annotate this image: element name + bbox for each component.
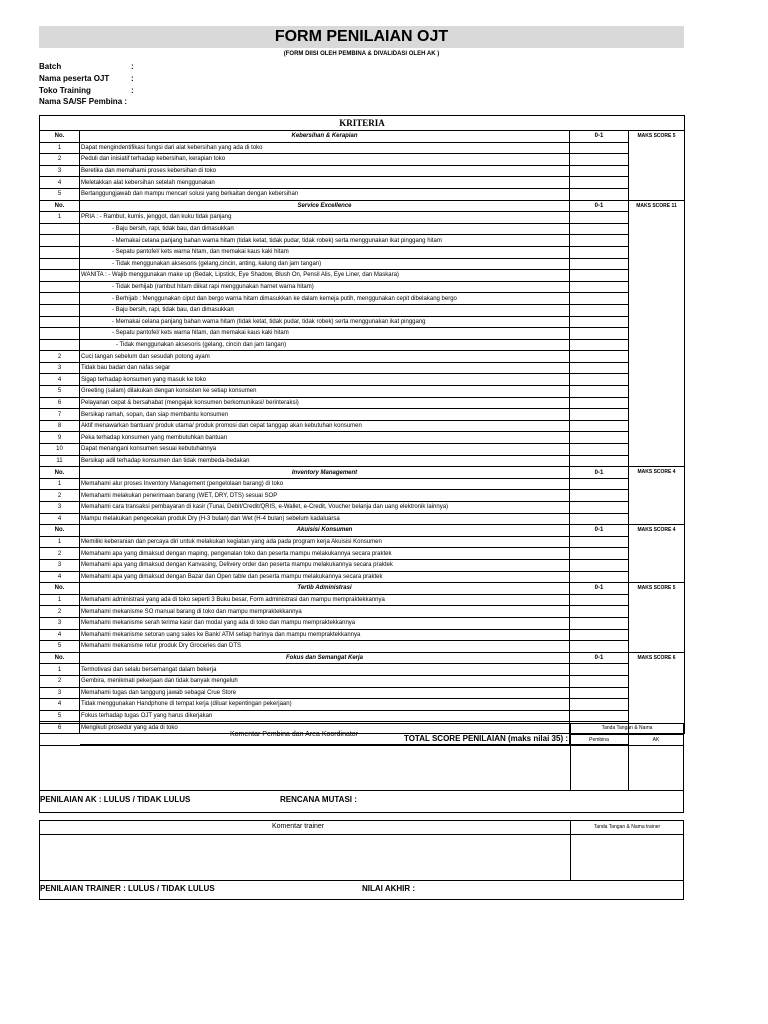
criteria-row xyxy=(40,293,685,305)
criteria-text: Mampu melakukan pengecekan produk Dry (H-3 bulan) dan Wet (H-4 bulan) sebelum kadaluarsa xyxy=(80,513,570,525)
criteria-text: Dapat menangani konsumen sesuai kebutuhannya xyxy=(80,444,570,456)
criteria-text: Memahami mekanisme setoran uang sales ke Bank/ ATM setiap harinya dan mampu mempraktekkannya xyxy=(80,629,570,641)
score-cell[interactable] xyxy=(570,293,629,305)
no-header: No. xyxy=(40,467,80,479)
trainer-signature-title: Tanda Tangan & Nama trainer xyxy=(593,824,661,830)
criteria-row xyxy=(40,270,685,282)
form-subtitle: (FORM DIISI OLEH PEMBINA & DIVALIDASI OLEH AK ) xyxy=(283,51,440,57)
row-number: 1 xyxy=(40,664,80,676)
criteria-text: - Tidak berhijab (rambut hitam diikat rapi menggunakan harnet warna hitam) xyxy=(80,281,570,293)
score-cell[interactable] xyxy=(570,281,629,293)
criteria-text: Memahami mekanisme serah terima kasir dan modal yang ada di toko dan mampu mempraktekkannya xyxy=(80,617,570,629)
criteria-row xyxy=(40,177,685,189)
criteria-row xyxy=(40,490,685,502)
criteria-row xyxy=(40,548,685,560)
score-cell[interactable] xyxy=(570,502,629,514)
score-cell[interactable] xyxy=(570,270,629,282)
criteria-row xyxy=(40,444,685,456)
row-number xyxy=(40,304,80,316)
criteria-row xyxy=(40,281,685,293)
section-title: Service Excellence xyxy=(80,200,570,212)
criteria-table xyxy=(39,115,685,745)
section-title: Tertib Administrasi xyxy=(80,583,570,595)
row-number: 5 xyxy=(40,386,80,398)
criteria-text: Memahami apa yang dimaksud dengan Kanvasing, Delivery order dan peserta mampu melakukannya secara praktek xyxy=(80,559,570,571)
criteria-row xyxy=(40,409,685,421)
criteria-text: Gembira, menikmati pekerjaan dan tidak banyak mengeluh xyxy=(80,675,570,687)
score-cell[interactable] xyxy=(570,675,629,687)
criteria-row xyxy=(40,559,685,571)
meta-label: Nama peserta OJT xyxy=(39,74,110,83)
criteria-text: Memahami apa yang dimaksud dengan Bazar dan Open table dan peserta mampu melakukannya secara praktek xyxy=(80,571,570,583)
criteria-text: Memahami melakukan penerimaan barang (WET, DRY, DTS) sesuai SOP xyxy=(80,490,570,502)
criteria-text: - Tidak menggunakan aksesoris (gelang,cincin, anting, kalung dan jam tangan) xyxy=(80,258,570,270)
row-number xyxy=(40,281,80,293)
meta-label: Toko Training xyxy=(39,86,91,95)
score-cell[interactable] xyxy=(570,571,629,583)
criteria-text: - Sepatu pantofel/ kets warna hitam, dan memakai kaus kaki hitam xyxy=(80,246,570,258)
row-number: 4 xyxy=(40,629,80,641)
row-number xyxy=(40,258,80,270)
row-number: 3 xyxy=(40,687,80,699)
section-title: Akuisisi Konsumen xyxy=(80,525,570,537)
criteria-row xyxy=(40,455,685,467)
row-number xyxy=(40,270,80,282)
score-cell[interactable] xyxy=(570,246,629,258)
row-number: 5 xyxy=(40,710,80,722)
criteria-text: Memahami mekanisme SO manual barang di toko dan mampu mempraktekkannya xyxy=(80,606,570,618)
row-number: 2 xyxy=(40,351,80,363)
kriteria-header-row xyxy=(40,116,685,131)
meta-field xyxy=(39,86,134,95)
row-number: 10 xyxy=(40,444,80,456)
criteria-text: Bersikap ramah, sopan, dan siap membantu konsumen xyxy=(80,409,570,421)
row-number: 6 xyxy=(40,397,80,409)
score-header: 0-1 xyxy=(570,525,629,537)
maks-score: MAKS SCORE 4 xyxy=(629,525,685,583)
criteria-row xyxy=(40,617,685,629)
form-title: FORM PENILAIAN OJT xyxy=(39,26,684,48)
criteria-text: - Berhijab : Menggunakan ciput dan bergo warna hitam dimasukkan ke dalam kemeja putih, menggunakan cepit dibelakang bergo xyxy=(80,293,570,305)
criteria-row xyxy=(40,351,685,363)
meta-colon: : xyxy=(131,86,134,95)
criteria-text: Peka terhadap konsumen yang membutuhkan bantuan xyxy=(80,432,570,444)
score-cell[interactable] xyxy=(570,641,629,653)
maks-score: MAKS SCORE 11 xyxy=(629,200,685,467)
score-header: 0-1 xyxy=(570,131,629,143)
meta-colon: : xyxy=(131,74,134,83)
row-number: 2 xyxy=(40,490,80,502)
criteria-row xyxy=(40,478,685,490)
row-number: 3 xyxy=(40,559,80,571)
score-cell[interactable] xyxy=(570,664,629,676)
score-cell[interactable] xyxy=(570,316,629,328)
score-cell[interactable] xyxy=(570,351,629,363)
ak-column: AK xyxy=(652,737,660,743)
row-number: 11 xyxy=(40,455,80,467)
criteria-text: - Memakai celana panjang bahan warna hitam (tidak ketat, tidak pudar, tidak robek) serta menggunakan ikat pinggang xyxy=(80,316,570,328)
section-header-row xyxy=(40,652,685,664)
no-header: No. xyxy=(40,652,80,664)
criteria-text: Beretika dan memahami proses kebersihan di toko xyxy=(80,165,570,177)
score-cell[interactable] xyxy=(570,374,629,386)
row-number: 5 xyxy=(40,641,80,653)
criteria-text: - Baju bersih, rapi, tidak bau, dan dimasukkan xyxy=(80,223,570,235)
meta-label: Nama SA/SF Pembina : xyxy=(39,97,128,106)
criteria-row xyxy=(40,154,685,166)
section-title: Fokus dan Semangat Kerja xyxy=(80,652,570,664)
criteria-row xyxy=(40,594,685,606)
score-cell[interactable] xyxy=(570,304,629,316)
criteria-text: Memahami mekanisme retur produk Dry Groceries dan DTS xyxy=(80,641,570,653)
criteria-row xyxy=(40,362,685,374)
score-cell[interactable] xyxy=(570,397,629,409)
score-cell[interactable] xyxy=(570,165,629,177)
score-cell[interactable] xyxy=(570,513,629,525)
score-cell[interactable] xyxy=(570,420,629,432)
nilai-akhir: NILAI AKHIR : xyxy=(362,884,416,893)
criteria-text: Sigap terhadap konsumen yang masuk ke toko xyxy=(80,374,570,386)
criteria-text: Pelayanan cepat & bersahabat (mengajak konsumen berkomunikasi/ berinteraksi) xyxy=(80,397,570,409)
criteria-text: WANITA : - Wajib menggunakan make up (Bedak, Lipstick, Eye Shadow, Blush On, Pensil Alis, Eye Liner, dan Maskara) xyxy=(80,270,570,282)
row-number xyxy=(40,293,80,305)
row-number xyxy=(40,246,80,258)
criteria-row xyxy=(40,571,685,583)
row-number: 2 xyxy=(40,675,80,687)
criteria-text: Bersikap adil terhadap konsumen dan tidak membeda-bedakan xyxy=(80,455,570,467)
total-score-label: TOTAL SCORE PENILAIAN (maks nilai 35) : xyxy=(80,733,570,745)
score-cell[interactable] xyxy=(570,594,629,606)
criteria-row xyxy=(40,328,685,340)
criteria-row xyxy=(40,432,685,444)
row-number: 3 xyxy=(40,165,80,177)
row-number: 4 xyxy=(40,177,80,189)
score-cell[interactable] xyxy=(570,142,629,154)
score-cell[interactable] xyxy=(570,154,629,166)
criteria-row xyxy=(40,142,685,154)
row-number: 1 xyxy=(40,478,80,490)
criteria-row xyxy=(40,316,685,328)
row-number: 2 xyxy=(40,154,80,166)
criteria-text: Meletakkan alat kebersihan setelah menggunakan xyxy=(80,177,570,189)
maks-score: MAKS SCORE 6 xyxy=(629,652,685,733)
criteria-text: Memahami alur proses Inventory Management (pengelolaan barang) di toko xyxy=(80,478,570,490)
maks-score: MAKS SCORE 5 xyxy=(629,131,685,201)
criteria-text: Cuci tangan sebelum dan sesudah potong ayam xyxy=(80,351,570,363)
row-number xyxy=(40,328,80,340)
score-header: 0-1 xyxy=(570,652,629,664)
score-cell[interactable] xyxy=(570,432,629,444)
kriteria-title: KRITERIA xyxy=(40,116,685,131)
score-cell[interactable] xyxy=(570,617,629,629)
criteria-row xyxy=(40,536,685,548)
score-cell[interactable] xyxy=(570,490,629,502)
row-number: 3 xyxy=(40,617,80,629)
criteria-text: Fokus terhadap tugas OJT yang harus dikerjakan xyxy=(80,710,570,722)
score-cell[interactable] xyxy=(570,629,629,641)
row-number: 3 xyxy=(40,362,80,374)
meta-field xyxy=(39,62,134,71)
row-number: 4 xyxy=(40,699,80,711)
row-number: 1 xyxy=(40,536,80,548)
criteria-row xyxy=(40,629,685,641)
criteria-row xyxy=(40,339,685,351)
section-title: Kebersihan & Kerapian xyxy=(80,131,570,143)
row-number xyxy=(40,316,80,328)
row-number: 1 xyxy=(40,142,80,154)
rencana-mutasi: RENCANA MUTASI : xyxy=(280,795,357,804)
row-number xyxy=(40,339,80,351)
row-number: 1 xyxy=(40,212,80,224)
row-number: 4 xyxy=(40,571,80,583)
score-cell[interactable] xyxy=(570,177,629,189)
section-title: Inventory Management xyxy=(80,467,570,479)
pembina-comment-title: Komentar Pembina dan Area Koordinator xyxy=(230,731,359,738)
row-number: 5 xyxy=(40,188,80,200)
score-cell[interactable] xyxy=(570,223,629,235)
criteria-text: PRIA : - Rambut, kumis, jenggot, dan kuku tidak panjang xyxy=(80,212,570,224)
score-cell[interactable] xyxy=(570,328,629,340)
criteria-text: Memiliki keberanian dan percaya diri untuk melakukan kegiatan yang ada pada program kerja Akuisisi Konsumen xyxy=(80,536,570,548)
section-header-row xyxy=(40,583,685,595)
row-number: 9 xyxy=(40,432,80,444)
criteria-row xyxy=(40,374,685,386)
pembina-column: Pembina xyxy=(589,737,609,743)
criteria-row xyxy=(40,606,685,618)
criteria-text: Aktif menawarkan bantuan/ produk utama/ produk promosi dan cepat tanggap akan kebutuhan konsumen xyxy=(80,420,570,432)
criteria-row xyxy=(40,304,685,316)
criteria-row xyxy=(40,502,685,514)
meta-colon: : xyxy=(131,62,134,71)
criteria-row xyxy=(40,664,685,676)
score-cell[interactable] xyxy=(570,548,629,560)
criteria-row xyxy=(40,386,685,398)
criteria-row xyxy=(40,188,685,200)
criteria-row xyxy=(40,641,685,653)
criteria-text: Greeting (salam) dilakukan dengan konsisten ke setiap konsumen xyxy=(80,386,570,398)
no-header: No. xyxy=(40,583,80,595)
criteria-row xyxy=(40,223,685,235)
score-cell[interactable] xyxy=(570,258,629,270)
section-header-row xyxy=(40,200,685,212)
criteria-row xyxy=(40,165,685,177)
score-cell[interactable] xyxy=(570,606,629,618)
no-header: No. xyxy=(40,525,80,537)
row-number: 6 xyxy=(40,722,80,734)
criteria-row xyxy=(40,513,685,525)
row-number: 1 xyxy=(40,594,80,606)
criteria-row xyxy=(40,710,685,722)
row-number: 2 xyxy=(40,606,80,618)
row-number: 2 xyxy=(40,548,80,560)
score-cell[interactable] xyxy=(570,339,629,351)
row-number: 4 xyxy=(40,513,80,525)
criteria-text: - Sepatu pantofel/ kets warna hitam, dan memakai kaus kaki hitam xyxy=(80,328,570,340)
criteria-text: Memahami apa yang dimaksud dengan maping, pengenalan toko dan peserta mampu melakukannya secara praktek xyxy=(80,548,570,560)
penilaian-ak: PENILAIAN AK : LULUS / TIDAK LULUS xyxy=(40,795,191,804)
meta-field xyxy=(39,97,127,106)
meta-field xyxy=(39,74,134,83)
criteria-row xyxy=(40,235,685,247)
score-header: 0-1 xyxy=(570,200,629,212)
criteria-text: Bertanggungjawab dan mampu mencari solusi yang berkaitan dengan kebersihan xyxy=(80,188,570,200)
maks-score: MAKS SCORE 4 xyxy=(629,467,685,525)
score-cell[interactable] xyxy=(570,687,629,699)
score-cell[interactable] xyxy=(570,444,629,456)
score-cell[interactable] xyxy=(570,362,629,374)
penilaian-trainer: PENILAIAN TRAINER : LULUS / TIDAK LULUS xyxy=(40,884,215,893)
score-cell[interactable] xyxy=(570,710,629,722)
score-header: 0-1 xyxy=(570,583,629,595)
criteria-row xyxy=(40,258,685,270)
criteria-row xyxy=(40,675,685,687)
criteria-row xyxy=(40,687,685,699)
criteria-row xyxy=(40,397,685,409)
row-number: 7 xyxy=(40,409,80,421)
score-cell[interactable] xyxy=(570,699,629,711)
criteria-text: - Tidak menggunakan aksesoris (gelang, cincin dan jam tangan) xyxy=(80,339,570,351)
criteria-text: - Memakai celana panjang bahan warna hitam (tidak ketat, tidak pudar, tidak robek) serta menggunakan ikat pinggang hitam xyxy=(80,235,570,247)
trainer-comment-title: Komentar trainer xyxy=(272,823,325,830)
row-number xyxy=(40,235,80,247)
row-number: 8 xyxy=(40,420,80,432)
criteria-row xyxy=(40,699,685,711)
score-cell[interactable] xyxy=(570,188,629,200)
criteria-text: Dapat mengindentifikasi fungsi dari alat kebersihan yang ada di toko xyxy=(80,142,570,154)
maks-score: MAKS SCORE 5 xyxy=(629,583,685,653)
score-cell[interactable] xyxy=(570,212,629,224)
criteria-text: Memahami administrasi yang ada di toko seperti 3 Buku besar, Form administrasi dan mampu mempraktekkannya xyxy=(80,594,570,606)
score-cell[interactable] xyxy=(570,386,629,398)
score-cell[interactable] xyxy=(570,478,629,490)
criteria-text: - Baju bersih, rapi, tidak bau, dan dimasukkan xyxy=(80,304,570,316)
row-number xyxy=(40,223,80,235)
criteria-text: Memahami cara transaksi pembayaran di kasir (Tunai, Debit/Credit/QRIS, e-Wallet, e-Credit, Voucher belanja dan uang elektronik lainnya) xyxy=(80,502,570,514)
no-header: No. xyxy=(40,131,80,143)
score-header: 0-1 xyxy=(570,467,629,479)
row-number: 3 xyxy=(40,502,80,514)
score-cell[interactable] xyxy=(570,559,629,571)
section-header-row xyxy=(40,525,685,537)
row-number: 4 xyxy=(40,374,80,386)
section-header-row xyxy=(40,131,685,143)
meta-label: Batch xyxy=(39,62,62,71)
criteria-text: Peduli dan inisiatif terhadap kebersihan, kerapian toko xyxy=(80,154,570,166)
no-header: No. xyxy=(40,200,80,212)
score-cell[interactable] xyxy=(570,409,629,421)
criteria-text: Tidak bau badan dan nafas segar xyxy=(80,362,570,374)
score-cell[interactable] xyxy=(570,455,629,467)
criteria-text: Mengikuti prosedur yang ada di toko xyxy=(80,722,570,734)
criteria-text: Tidak menggunakan Handphone di tempat kerja (diluar kepentingan pekerjaan) xyxy=(80,699,570,711)
score-cell[interactable] xyxy=(570,536,629,548)
section-header-row xyxy=(40,467,685,479)
criteria-row xyxy=(40,246,685,258)
score-cell[interactable] xyxy=(570,235,629,247)
criteria-row xyxy=(40,420,685,432)
signature-title: Tanda Tangan & Nama xyxy=(601,725,653,731)
criteria-row xyxy=(40,212,685,224)
criteria-text: Termotivasi dan selalu bersemangat dalam bekerja xyxy=(80,664,570,676)
criteria-text: Memahami tugas dan tanggung jawab sebagai Crue Store xyxy=(80,687,570,699)
